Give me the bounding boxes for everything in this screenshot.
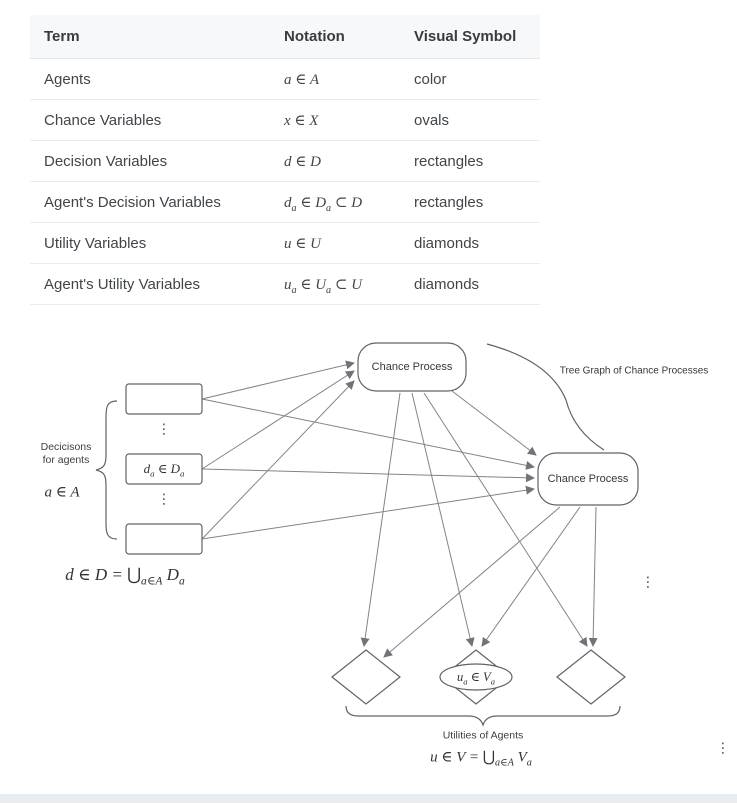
vertical-ellipsis-decisions-2: ⋮ [157,490,171,507]
utility-set-formula: u ∈ $V = ⋃_{a\in A}$ $V_a$ [430,749,532,769]
edge-decision1-chance-right [202,399,534,467]
edge-chance-right-utility1 [384,507,560,657]
symbol-cell: color [400,59,540,100]
decision-set-formula: d ∈ $D = ⋃_{a\in A}$ $D_a$ [65,565,185,588]
utilities-brace [346,706,620,725]
edge-decision2-chance-top [202,371,354,469]
utility-node-3 [557,650,625,704]
decisions-brace [96,401,117,539]
term-cell: Agent's Utility Variables [30,264,270,305]
notation-cell: x ∈ X [270,100,400,141]
term-cell: Chance Variables [30,100,270,141]
symbol-cell: rectangles [400,182,540,223]
utilities-brace-label: Utilities of Agents [442,729,524,742]
chance-process-top-label: Chance Process [371,361,453,373]
notation-cell: d ∈ D [270,141,400,182]
diagram-edges [202,363,596,657]
edge-decision3-chance-right [202,489,534,539]
edge-chance-top-utility1 [364,393,400,646]
agent-set-label: a ∈ A [44,484,80,501]
decisions-brace-label-line1: Decicisons [40,440,92,453]
table-row [30,141,540,182]
notation-cell: u ∈ U [270,223,400,264]
decision-node-3 [126,524,202,554]
utility-node-1 [332,650,400,704]
influence-diagram [0,327,737,787]
edge-chance-top-utility3 [424,393,587,646]
decision-node-1 [126,384,202,414]
legend-header-row [30,15,540,59]
symbol-cell: diamonds [400,223,540,264]
vertical-ellipsis-decisions-1: ⋮ [157,420,171,437]
term-cell: Utility Variables [30,223,270,264]
table-row [30,223,540,264]
edge-chance-right-utility2 [482,507,580,646]
page-bottom-strip [0,794,737,803]
symbol-cell: diamonds [400,264,540,305]
edge-chance-top-chance-right [452,391,536,455]
term-cell: Agent's Decision Variables [30,182,270,223]
decision-node-agent-label: $d_a$ ∈ $D_a$ [143,461,185,479]
utility-node-agent-label: $u_a$ ∈ $V_a$ [457,670,495,687]
chance-process-right-label: Chance Process [547,473,629,485]
symbol-cell: rectangles [400,141,540,182]
col-header-visual-symbol: Visual Symbol [400,15,540,59]
table-row [30,182,540,223]
tree-graph-brace [487,344,604,450]
vertical-ellipsis-utilities: ⋮ [716,739,730,756]
vertical-ellipsis-chance: ⋮ [641,573,655,590]
edge-decision1-chance-top [202,363,354,399]
edge-decision2-chance-right [202,469,534,478]
table-row [30,100,540,141]
notation-cell: $d_a$ ∈ $D_a$ ⊂ D [270,182,400,223]
decisions-brace-label [41,441,92,467]
col-header-notation: Notation [270,15,400,59]
diagram-canvas [0,327,737,787]
col-header-term: Term [30,15,270,59]
symbol-cell: ovals [400,100,540,141]
tree-graph-label: Tree Graph of Chance Processes [559,365,709,377]
edge-decision3-chance-top [202,381,354,539]
decisions-brace-label-line2: for agents [42,454,90,466]
table-row [30,264,540,305]
notation-cell: $u_a$ ∈ $U_a$ ⊂ U [270,264,400,305]
term-cell: Agents [30,59,270,100]
edge-chance-right-utility3 [593,507,596,646]
term-cell: Decision Variables [30,141,270,182]
notation-cell: a ∈ A [270,59,400,100]
legend-table [30,15,540,305]
legend-table-container [30,15,540,305]
table-row [30,59,540,100]
